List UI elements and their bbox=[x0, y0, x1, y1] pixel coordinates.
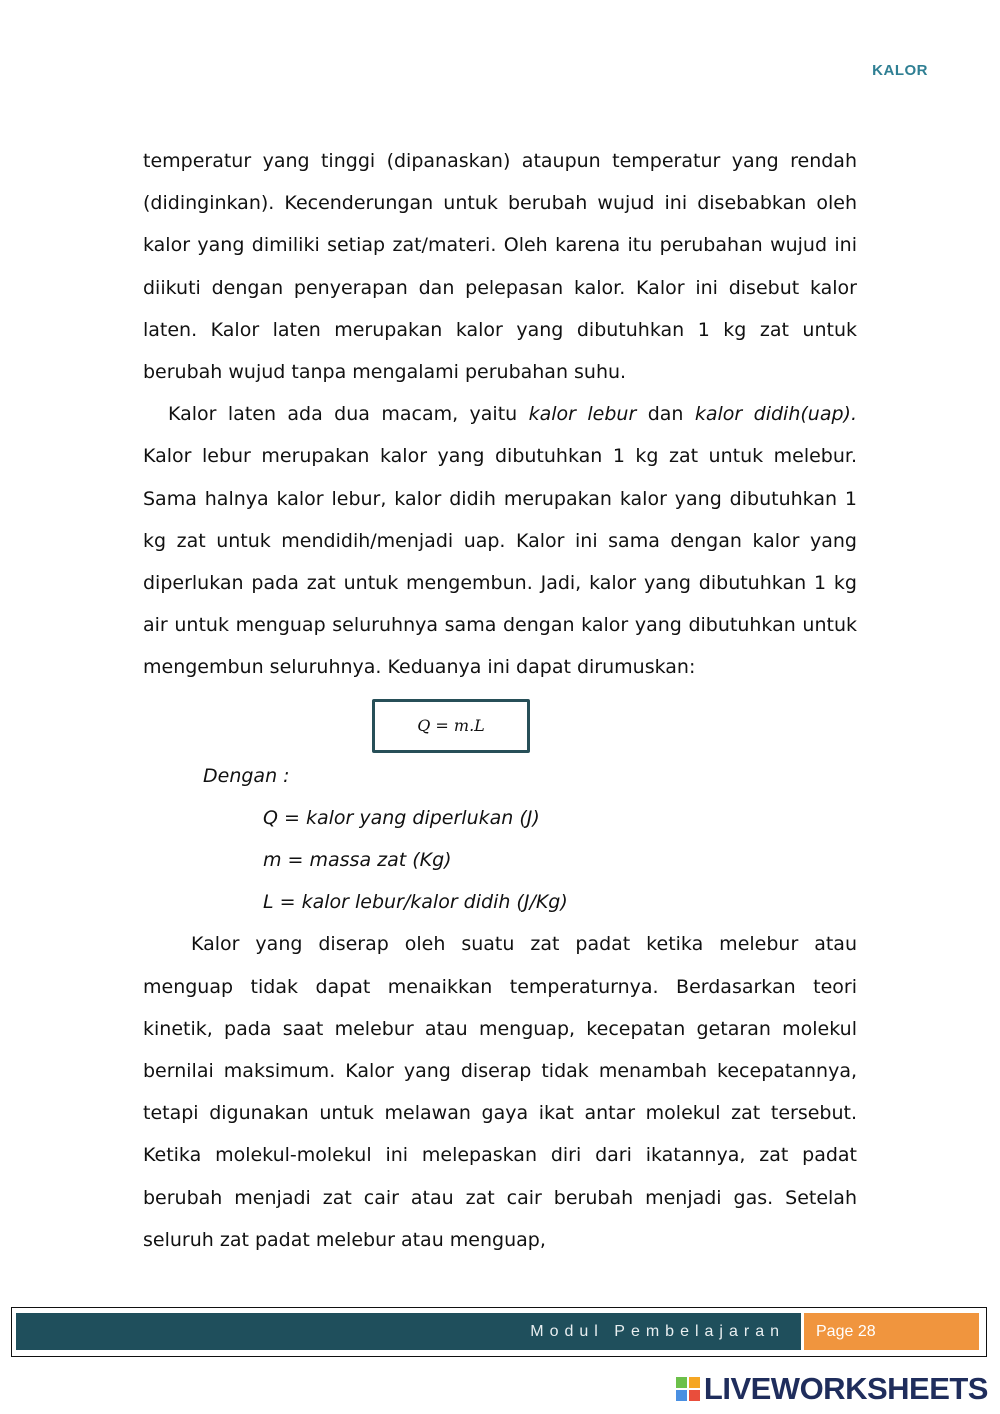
term-kalor-lebur: kalor lebur bbox=[528, 403, 637, 426]
formula: Q = m.L bbox=[417, 715, 485, 735]
footer-module-label: Modul Pembelajaran bbox=[530, 1322, 785, 1340]
paragraph-2-text-a: Kalor laten ada dua macam, yaitu bbox=[168, 403, 529, 426]
definition-m: m = massa zat (Kg) bbox=[263, 849, 452, 872]
definition-list bbox=[263, 797, 857, 924]
paragraph-2 bbox=[143, 393, 857, 688]
paragraph-1: temperatur yang tinggi (dipanaskan) ataupun temperatur yang rendah (didinginkan). Kecenderungan untuk berubah wujud ini disebabkan oleh kalor yang dimiliki setiap zat/materi. Oleh karena itu perubahan wujud ini diikuti dengan penyerapan dan pelepasan kalor. Kalor ini disebut kalor laten. Kalor laten merupakan kalor yang dibutuhkan 1 kg zat untuk berubah wujud tanpa mengalami perubahan suhu. bbox=[143, 150, 857, 384]
paragraph-2-text-c: Kalor lebur merupakan kalor yang dibutuhkan 1 kg zat untuk melebur. Sama halnya kalor lebur, kalor didih merupakan kalor yang dibutuhkan 1 kg zat untuk mendidih/menjadi uap. Kalor ini sama dengan kalor yang diperlukan pada zat untuk mengembun. Jadi, kalor yang dibutuhkan 1 kg air untuk menguap seluruhnya sama dengan kalor yang dibutuhkan untuk mengembun seluruhnya. Keduanya ini dapat dirumuskan: bbox=[143, 445, 857, 679]
watermark-text: LIVEWORKSHEETS bbox=[703, 1371, 988, 1406]
definition-q: Q = kalor yang diperlukan (J) bbox=[263, 806, 540, 829]
paragraph-3: Kalor yang diserap oleh suatu zat padat ketika melebur atau menguap tidak dapat menaikkan temperaturnya. Berdasarkan teori kinetik, pada saat melebur atau menguap, kecepatan getaran molekul bernilai maksimum. Kalor yang diserap tidak menambah kecepatannya, tetapi digunakan untuk melawan gaya ikat antar molekul zat tersebut. Ketika molekul-molekul ini melepaskan diri dari ikatannya, zat padat berubah menjadi zat cair atau zat cair berubah menjadi gas. Setelah seluruh zat padat melebur atau menguap, bbox=[143, 933, 857, 1251]
dengan-label: Dengan : bbox=[203, 764, 290, 787]
formula-box bbox=[372, 699, 530, 753]
footer-page-number bbox=[804, 1313, 979, 1350]
page-content bbox=[143, 140, 857, 1261]
liveworksheets-watermark bbox=[676, 1371, 988, 1407]
page-number-label: Page 28 bbox=[816, 1322, 876, 1340]
definition-l: L = kalor lebur/kalor didih (J/Kg) bbox=[263, 891, 568, 914]
liveworksheets-logo-icon bbox=[676, 1377, 700, 1401]
term-kalor-didih: kalor didih(uap). bbox=[694, 403, 857, 426]
page-footer bbox=[11, 1307, 987, 1357]
paragraph-2-text-b: dan bbox=[636, 403, 695, 426]
footer-module-bar bbox=[16, 1313, 801, 1350]
page-header-title: KALOR bbox=[872, 62, 928, 79]
